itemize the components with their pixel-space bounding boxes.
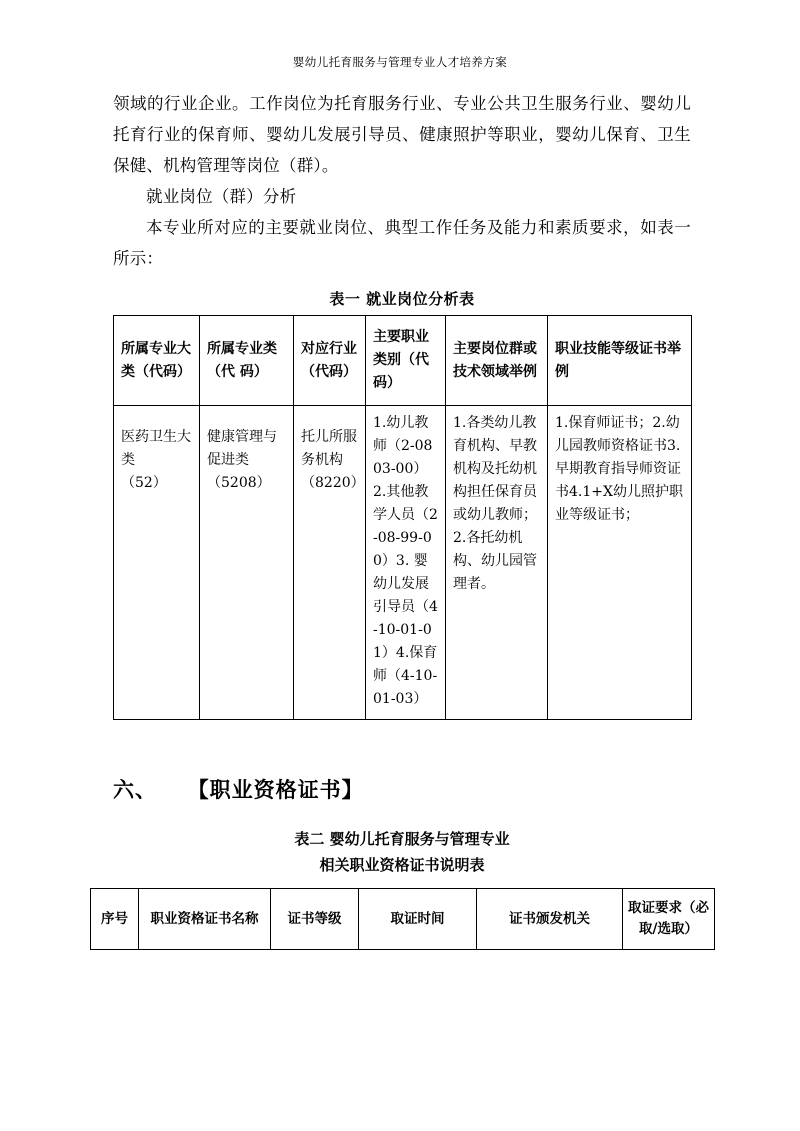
table1-header-major-type: 所属专业类（代 码） — [200, 316, 294, 406]
cell-major-type: 健康管理与促进类 （5208） — [200, 406, 294, 720]
table1-header-occupation: 主要职业类别（代码） — [366, 316, 446, 406]
table1-header-major-category: 所属专业大类（代码） — [114, 316, 200, 406]
table2-header-certificate-level: 证书等级 — [271, 889, 359, 950]
section-title-text: 【职业资格证书】 — [187, 777, 364, 802]
table2-header-issuer: 证书颁发机关 — [477, 889, 623, 950]
employment-post-analysis-table — [113, 315, 692, 720]
cell-occupation: 1.幼儿教师（2-0803-00）2.其他教学人员（2-08-99-00）3. 婴幼儿发展引导员（4-10-01-01）4.保育师（4-10-01-03） — [366, 406, 446, 720]
table-row — [114, 406, 692, 720]
table1-header-industry: 对应行业（代码） — [294, 316, 366, 406]
cell-industry: 托儿所服务机构 （8220） — [294, 406, 366, 720]
cell-major-category: 医药卫生大类 （52） — [114, 406, 200, 720]
table-header-row — [114, 316, 692, 406]
table2-header-index: 序号 — [91, 889, 139, 950]
section-number: 六、 — [113, 777, 157, 802]
paragraph-table-intro: 本专业所对应的主要就业岗位、典型工作任务及能力和素质要求，如表一所示： — [113, 218, 691, 268]
cell-certificates: 1.保育师证书；2.幼儿园教师资格证书3.早期教育指导师资证书4.1+X幼儿照护职业等级证书； — [548, 406, 692, 720]
qualification-certificate-table — [90, 888, 715, 950]
table2-caption-line1: 表二 婴幼儿托育服务与管理专业 — [294, 830, 510, 848]
table2-caption — [113, 826, 691, 878]
page-running-header: 婴幼儿托育服务与管理专业人才培养方案 — [292, 55, 508, 69]
table2-header-acquire-time: 取证时间 — [359, 889, 477, 950]
table2-header-certificate-name: 职业资格证书名称 — [139, 889, 271, 950]
table2-caption-line2: 相关职业资格证书说明表 — [319, 856, 485, 874]
table1-header-certificates: 职业技能等级证书举例 — [548, 316, 692, 406]
cell-posts: 1.各类幼儿教育机构、早教机构及托幼机构担任保育员或幼儿教师；2.各托幼机构、幼儿园管理者。 — [446, 406, 548, 720]
table2-header-requirement: 取证要求（必取/选取） — [623, 889, 715, 950]
document-content — [101, 88, 709, 950]
table1-caption: 表一 就业岗位分析表 — [329, 290, 475, 308]
table-header-row — [91, 889, 715, 950]
paragraph-employment-fields: 领域的行业企业。工作岗位为托育服务行业、专业公共卫生服务行业、婴幼儿托育行业的保育师、婴幼儿发展引导员、健康照护等职业，婴幼儿保育、卫生保健、机构管理等岗位（群）。 — [113, 94, 691, 175]
paragraph-post-analysis-heading: 就业岗位（群）分析 — [146, 187, 297, 206]
table1-header-posts: 主要岗位群或技术领域举例 — [446, 316, 548, 406]
section-heading — [113, 774, 691, 804]
